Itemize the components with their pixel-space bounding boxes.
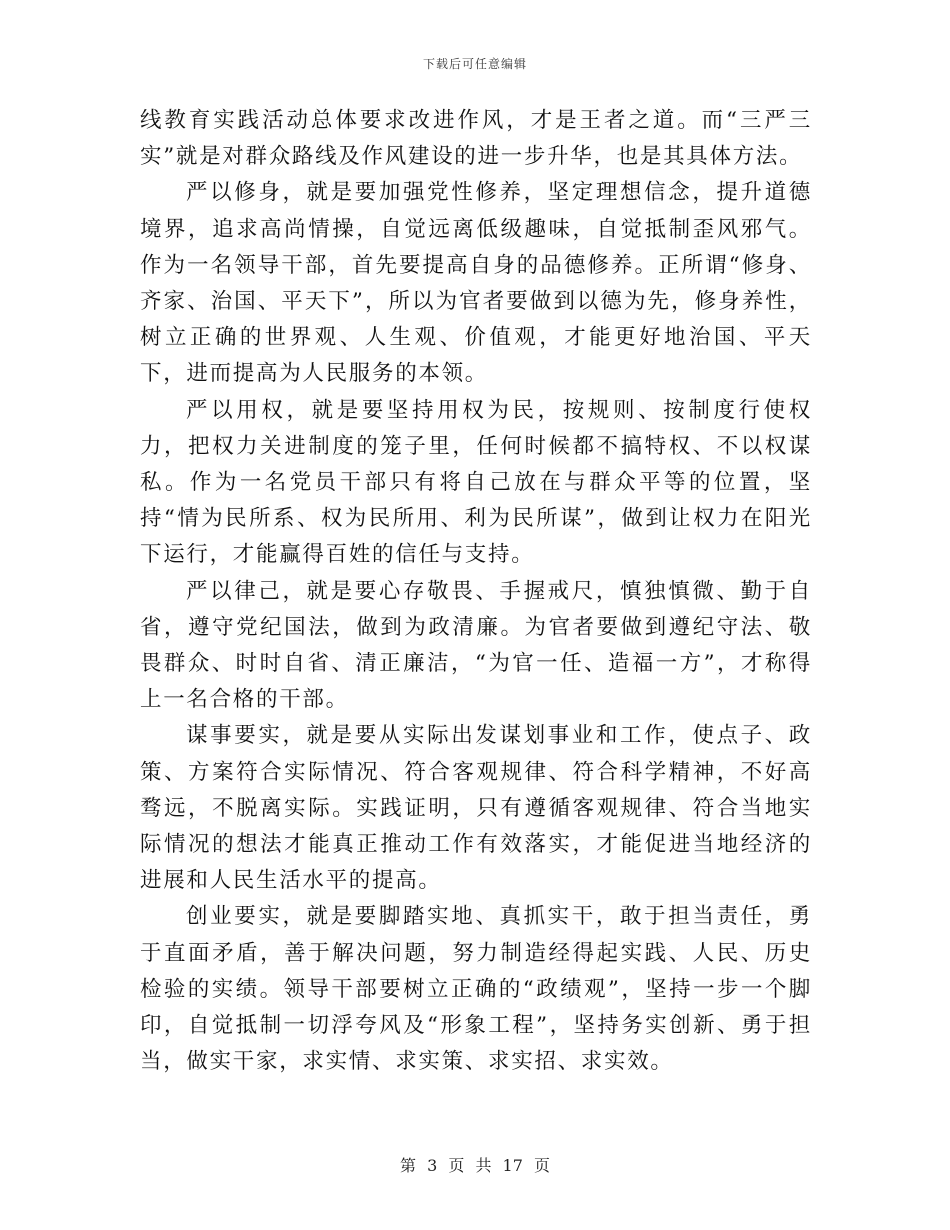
paragraph-practical-planning: 谋事要实，就是要从实际出发谋划事业和工作，使点子、政策、方案符合实际情况、符合客观规律、符合科学精神，不好高骛远，不脱离实际。实践证明，只有遵循客观规律、符合当地实际情况的想法才能真正推动工作有效落实，才能促进当地经济的进展和人民生活水平的提高。 [140,723,812,894]
paragraph-practical-work: 创业要实，就是要脚踏实地、真抓实干，敢于担当责任，勇于直面矛盾，善于解决问题，努力制造经得起实践、人民、历史检验的实绩。领导干部要树立正确的“政绩观”，坚持一步一个脚印，自觉抵制一切浮夸风及“形象工程”，坚持务实创新、勇于担当，做实干家，求实情、求实策、求实招、求实效。 [140,904,812,1075]
document-body [140,103,812,1080]
paragraph-continuation: 线教育实践活动总体要求改进作风，才是王者之道。而“三严三实”就是对群众路线及作风建设的进一步升华，也是其具体方法。 [140,108,812,170]
page-header: 下载后可任意编辑 [422,57,527,71]
paragraph-self-cultivation: 严以修身，就是要加强党性修养，坚定理想信念，提升道德境界，追求高尚情操，自觉远离低级趣味，自觉抵制歪风邪气。作为一名领导干部，首先要提高自身的品德修养。正所谓“修身、齐家、治国、平天下”，所以为官者要做到以德为先，修身养性，树立正确的世界观、人生观、价值观，才能更好地治国、平天下，进而提高为人民服务的本领。 [140,180,812,387]
paragraph-self-discipline: 严以律己，就是要心存敬畏、手握戒尺，慎独慎微、勤于自省，遵守党纪国法，做到为政清廉。为官者要做到遵纪守法、敬畏群众、时时自省、清正廉洁，“为官一任、造福一方”，才称得上一名合格的干部。 [140,578,812,713]
page-number-footer: 第 3 页 共 17 页 [400,1156,550,1175]
paragraph-use-of-power: 严以用权，就是要坚持用权为民，按规则、按制度行使权力，把权力关进制度的笼子里，任何时候都不搞特权、不以权谋私。作为一名党员干部只有将自己放在与群众平等的位置，坚持“情为民所系、权为民所用、利为民所谋”，做到让权力在阳光下运行，才能赢得百姓的信任与支持。 [140,397,812,568]
